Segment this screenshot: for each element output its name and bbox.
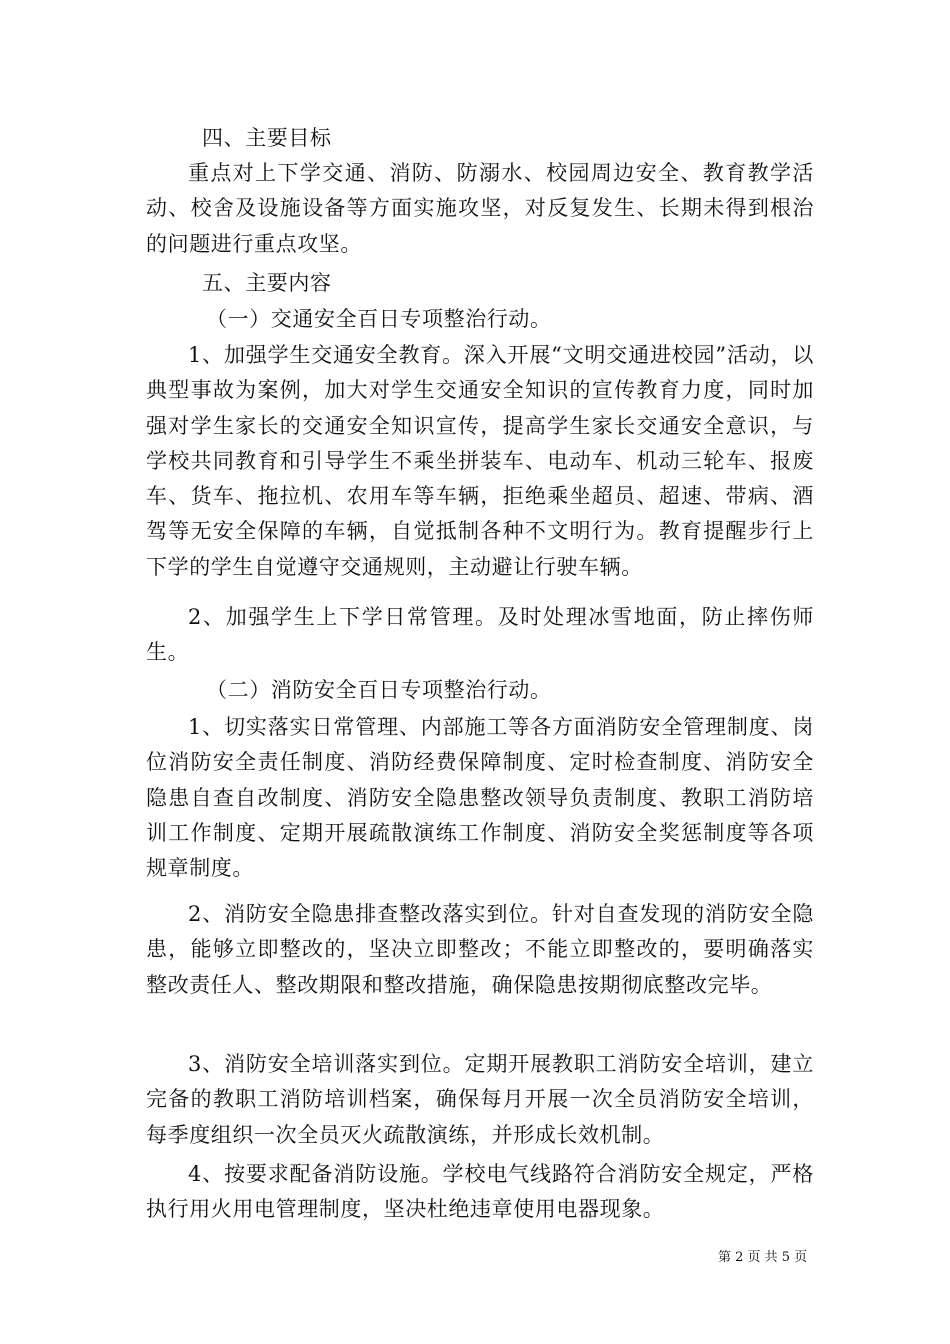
paragraph-fire-training: 3、消防安全培训落实到位。定期开展教职工消防安全培训，建立完备的教职工消防培训档案，确保每月开展一次全员消防安全培训，每季度组织一次全员灭火疏散演练，并形成长效机制。 [146,1052,814,1147]
paragraph-fire-regulations: 1、切实落实日常管理、内部施工等各方面消防安全管理制度、岗位消防安全责任制度、消防经费保障制度、定时检查制度、消防安全隐患自查自改制度、消防安全隐患整改领导负责制度、教职工消防培训工作制度、定期开展疏散演练工作制度、消防安全奖惩制度等各项规章制度。 [146,715,814,881]
subheading-traffic-safety: （一）交通安全百日专项整治行动。 [206,307,552,331]
paragraph-traffic-education: 1、加强学生交通安全教育。深入开展“文明交通进校园”活动，以典型事故为案例，加大对学生交通安全知识的宣传教育力度，同时加强对学生家长的交通安全知识宣传，提高学生家长交通安全意识，与学校共同教育和引导学生不乘坐拼装车、电动车、机动三轮车、报废车、货车、拖拉机、农用车等车辆，拒绝乘坐超员、超速、带病、酒驾等无安全保障的车辆，自觉抵制各种不文明行为。教育提醒步行上下学的学生自觉遵守交通规则，主动避让行驶车辆。 [146,343,814,579]
subheading-fire-safety: （二）消防安全百日专项整治行动。 [206,678,552,702]
paragraph-fire-facilities: 4、按要求配备消防设施。学校电气线路符合消防安全规定，严格执行用火用电管理制度，坚决杜绝违章使用电器现象。 [146,1162,814,1222]
paragraph-traffic-management: 2、加强学生上下学日常管理。及时处理冰雪地面，防止摔伤师生。 [146,605,814,665]
page-number-footer: 第 2 页 共 5 页 [718,1250,808,1265]
paragraph-main-goals: 重点对上下学交通、消防、防溺水、校园周边安全、教育教学活动、校舍及设施设备等方面实施攻坚，对反复发生、长期未得到根治的问题进行重点攻坚。 [146,161,814,256]
paragraph-fire-hazard-rectification: 2、消防安全隐患排查整改落实到位。针对自查发现的消防安全隐患，能够立即整改的，坚决立即整改；不能立即整改的，要明确落实整改责任人、整改期限和整改措施，确保隐患按期彻底整改完毕。 [146,902,814,997]
section-heading-main-goals: 四、主要目标 [202,126,332,150]
section-heading-main-content: 五、主要内容 [202,271,332,295]
